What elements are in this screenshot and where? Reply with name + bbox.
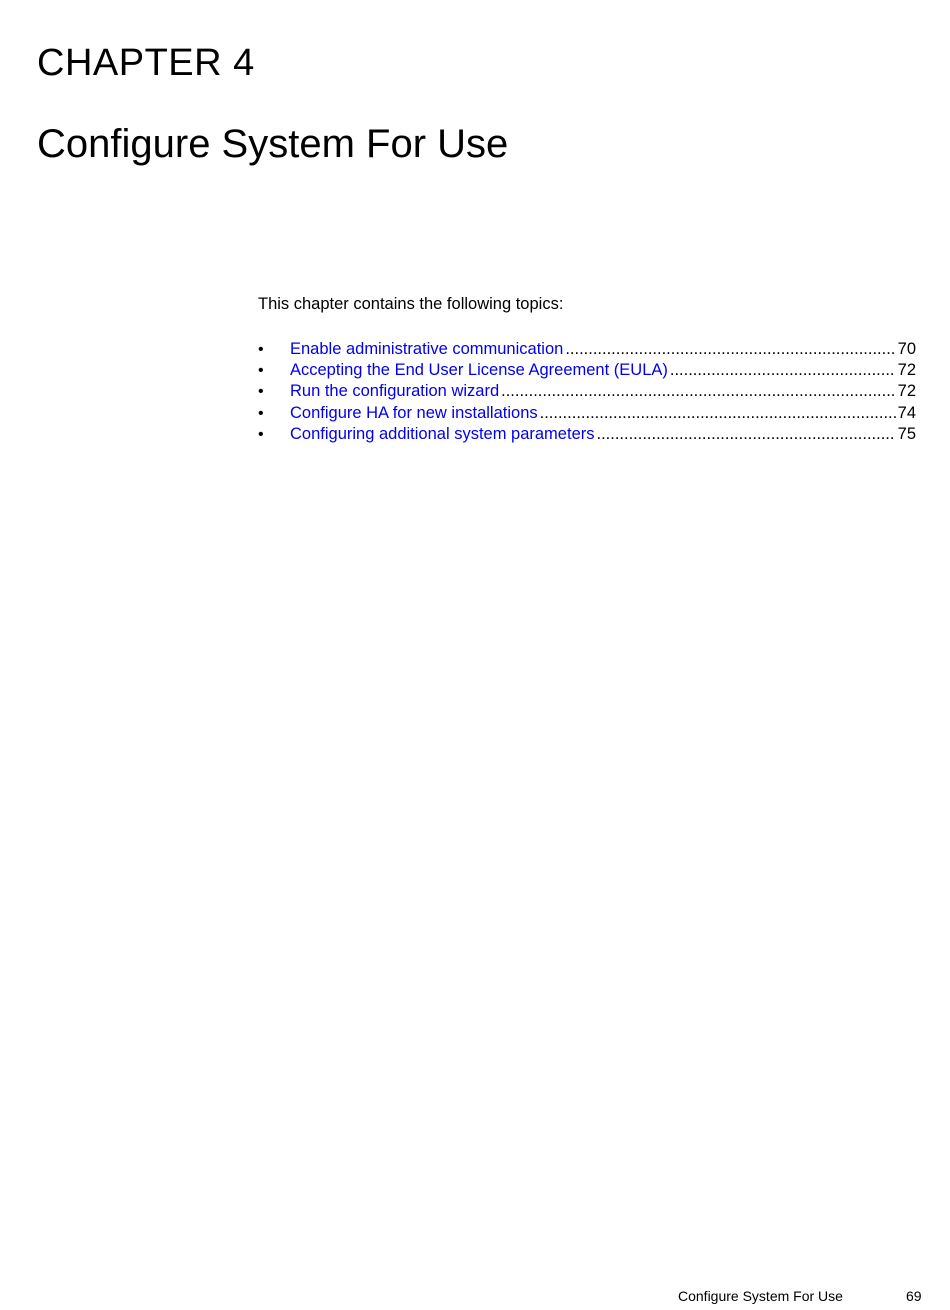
page-ref: 72 (897, 361, 916, 380)
dot-leader (565, 339, 895, 360)
topic-link-config-wizard[interactable]: Run the configuration wizard (290, 382, 500, 401)
page-ref: 70 (897, 340, 916, 358)
list-item (258, 424, 916, 445)
topic-link-additional-parameters[interactable]: Configuring additional system parameters (290, 424, 595, 443)
list-item (258, 339, 916, 360)
page-ref: 72 (897, 382, 916, 401)
bullet-icon: • (258, 425, 264, 443)
topic-link-configure-ha[interactable]: Configure HA for new installations (290, 403, 538, 422)
dot-leader (670, 360, 896, 381)
page-title: Configure System For Use (37, 122, 509, 166)
list-item (258, 360, 916, 381)
footer-title: Configure System For Use (678, 1288, 843, 1304)
dot-leader (540, 403, 896, 424)
bullet-icon: • (258, 383, 264, 401)
topic-link-accept-eula[interactable]: Accepting the End User License Agreement (EULA) (290, 361, 668, 380)
bullet-icon: • (258, 362, 264, 380)
footer-page-number: 69 (906, 1288, 922, 1304)
page-ref: 75 (897, 424, 916, 443)
chapter-label: CHAPTER 4 (37, 42, 255, 84)
intro-text: This chapter contains the following topics: (258, 295, 564, 313)
bullet-icon: • (258, 404, 264, 422)
topic-link-enable-admin-communication[interactable]: Enable administrative communication (290, 340, 564, 358)
list-item (258, 381, 916, 402)
dot-leader (501, 381, 896, 402)
bullet-icon: • (258, 341, 264, 358)
dot-leader (597, 424, 896, 445)
list-item (258, 403, 916, 424)
page-ref: 74 (897, 403, 916, 422)
topic-list (258, 339, 916, 445)
